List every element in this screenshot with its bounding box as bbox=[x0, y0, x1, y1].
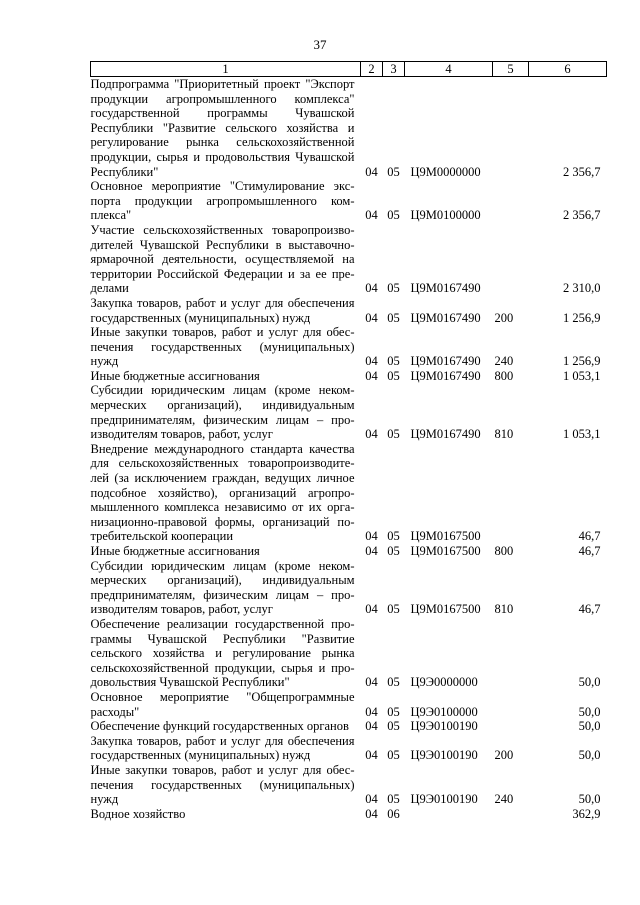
row-subsection: 05 bbox=[387, 310, 400, 325]
row-expense-type bbox=[493, 807, 529, 822]
row-amount: 1 053,1 bbox=[563, 368, 601, 383]
row-section: 04 bbox=[365, 427, 378, 442]
row-section: 04 bbox=[365, 310, 378, 325]
row-section: 04 bbox=[365, 719, 378, 734]
row-target-code: Ц9Э0100190 bbox=[410, 748, 478, 763]
row-target-code: Ц9М0167500 bbox=[410, 544, 481, 558]
row-expense-type: 200 bbox=[494, 748, 514, 763]
row-amount: 50,0 bbox=[578, 792, 601, 807]
row-expense-type: 800 bbox=[494, 368, 514, 383]
row-name: Обеспечение функций государственных органов bbox=[90, 719, 349, 734]
row-target-code: Ц9М0167490 bbox=[410, 354, 481, 369]
row-target-code bbox=[405, 807, 493, 822]
row-amount: 50,0 bbox=[578, 748, 601, 763]
table-row bbox=[91, 77, 607, 180]
header-col-3: 3 bbox=[383, 62, 405, 77]
table-row bbox=[91, 223, 607, 296]
row-section: 04 bbox=[365, 281, 378, 296]
row-name: Иные закупки товаров, работ и услуг для обеспечения государственных (муниципальных) нужд bbox=[90, 762, 355, 807]
table-body bbox=[91, 77, 607, 822]
row-subsection: 05 bbox=[387, 529, 400, 544]
row-expense-type bbox=[493, 690, 529, 719]
table-header bbox=[91, 62, 607, 77]
row-target-code: Ц9Э0000000 bbox=[410, 675, 478, 690]
row-amount: 46,7 bbox=[578, 602, 601, 617]
row-target-code: Ц9М0167490 bbox=[410, 310, 481, 325]
row-expense-type bbox=[493, 617, 529, 690]
row-expense-type: 240 bbox=[494, 354, 514, 369]
row-section: 04 bbox=[365, 354, 378, 369]
row-amount: 1 256,9 bbox=[563, 354, 601, 369]
row-name: Участие сельскохозяйственных товаропроизводителей Чувашской Республики в выставочно-ярмарочной деятельности, осуществляемой на территории Российской Федерации и за ее пределами bbox=[90, 222, 355, 296]
header-col-6: 6 bbox=[529, 62, 607, 77]
row-amount: 362,9 bbox=[572, 806, 601, 821]
row-subsection: 05 bbox=[387, 675, 400, 690]
row-expense-type bbox=[493, 77, 529, 180]
budget-table bbox=[90, 61, 607, 821]
table-row bbox=[91, 544, 607, 559]
row-amount: 50,0 bbox=[578, 719, 601, 734]
header-col-4: 4 bbox=[405, 62, 493, 77]
row-section: 04 bbox=[365, 806, 378, 821]
row-expense-type: 800 bbox=[494, 544, 514, 558]
row-section: 04 bbox=[365, 544, 378, 558]
row-subsection: 05 bbox=[387, 368, 400, 383]
row-subsection: 05 bbox=[387, 748, 400, 763]
row-amount: 46,7 bbox=[578, 544, 601, 558]
row-subsection: 05 bbox=[387, 719, 400, 734]
row-section: 04 bbox=[365, 602, 378, 617]
row-target-code: Ц9М0167490 bbox=[410, 368, 481, 383]
table-row bbox=[91, 296, 607, 325]
row-expense-type: 810 bbox=[494, 602, 514, 617]
row-expense-type bbox=[493, 223, 529, 296]
row-section: 04 bbox=[365, 704, 378, 719]
row-target-code: Ц9М0167500 bbox=[410, 529, 481, 544]
row-subsection: 05 bbox=[387, 704, 400, 719]
row-subsection: 05 bbox=[387, 164, 400, 179]
row-subsection: 05 bbox=[387, 208, 400, 223]
table-row bbox=[91, 369, 607, 384]
row-section: 04 bbox=[365, 529, 378, 544]
table-row bbox=[91, 325, 607, 369]
row-subsection: 05 bbox=[387, 602, 400, 617]
row-expense-type: 200 bbox=[494, 310, 514, 325]
row-target-code: Ц9Э0100190 bbox=[410, 719, 478, 734]
row-section: 04 bbox=[365, 368, 378, 383]
row-name: Подпрограмма "Приоритетный проект "Экспорт продукции агропромышленного комплекса" государственной программы Чувашской Республики "Развитие сельского хозяйства и регулирование рынка сельскохозяйственной продукции, сырья и продовольствия Чувашской Республики" bbox=[90, 77, 355, 179]
row-section: 04 bbox=[365, 748, 378, 763]
row-name: Обеспечение реализации государственной программы Чувашской Республики "Развитие сельского хозяйства и регулирование рынка сельскохозяйственной продукции, сырья и продовольствия Чувашской Республики" bbox=[90, 616, 355, 690]
row-name: Основное мероприятие "Общепрограммные расходы" bbox=[90, 689, 355, 719]
row-target-code: Ц9М0167490 bbox=[410, 427, 481, 442]
row-section: 04 bbox=[365, 164, 378, 179]
row-section: 04 bbox=[365, 675, 378, 690]
row-section: 04 bbox=[365, 792, 378, 807]
table-row bbox=[91, 690, 607, 719]
header-col-1: 1 bbox=[91, 62, 361, 77]
row-name: Субсидии юридическим лицам (кроме некоммерческих организаций), индивидуальным предпринимателям, физическим лицам – производителям товаров, работ, услуг bbox=[90, 558, 355, 617]
row-target-code: Ц9Э0100190 bbox=[410, 792, 478, 807]
table-row bbox=[91, 559, 607, 617]
table-row bbox=[91, 179, 607, 223]
row-subsection: 06 bbox=[387, 806, 400, 821]
row-subsection: 05 bbox=[387, 281, 400, 296]
row-name: Иные закупки товаров, работ и услуг для обеспечения государственных (муниципальных) нужд bbox=[90, 325, 355, 369]
table-row bbox=[91, 807, 607, 822]
table-row bbox=[91, 383, 607, 441]
row-expense-type bbox=[493, 719, 529, 734]
row-name: Иные бюджетные ассигнования bbox=[90, 368, 260, 383]
row-amount: 50,0 bbox=[578, 675, 601, 690]
table-row bbox=[91, 763, 607, 807]
row-target-code: Ц9М0167490 bbox=[410, 281, 481, 296]
table-row bbox=[91, 734, 607, 763]
row-amount: 2 310,0 bbox=[563, 281, 601, 296]
row-amount: 50,0 bbox=[578, 704, 601, 719]
row-name: Субсидии юридическим лицам (кроме некоммерческих организаций), индивидуальным предпринимателям, физическим лицам – производителям товаров, работ, услуг bbox=[90, 383, 355, 442]
row-target-code: Ц9М0167500 bbox=[410, 602, 481, 617]
row-name: Иные бюджетные ассигнования bbox=[90, 544, 260, 558]
row-target-code: Ц9М0100000 bbox=[410, 208, 481, 223]
table-row bbox=[91, 617, 607, 690]
header-col-5: 5 bbox=[493, 62, 529, 77]
row-subsection: 05 bbox=[387, 544, 400, 558]
row-amount: 1 053,1 bbox=[563, 427, 601, 442]
row-amount: 2 356,7 bbox=[563, 208, 601, 223]
row-expense-type bbox=[493, 179, 529, 223]
row-amount: 1 256,9 bbox=[563, 310, 601, 325]
row-name: Основное мероприятие "Стимулирование экспорта продукции агропромышленного комплекса" bbox=[90, 179, 355, 223]
row-subsection: 05 bbox=[387, 792, 400, 807]
row-section: 04 bbox=[365, 208, 378, 223]
row-amount: 46,7 bbox=[578, 529, 601, 544]
row-expense-type: 240 bbox=[494, 792, 514, 807]
table-row bbox=[91, 442, 607, 544]
row-subsection: 05 bbox=[387, 354, 400, 369]
row-target-code: Ц9Э0100000 bbox=[410, 704, 478, 719]
row-name: Закупка товаров, работ и услуг для обеспечения государственных (муниципальных) нужд bbox=[90, 295, 355, 325]
row-target-code: Ц9М0000000 bbox=[410, 164, 481, 179]
row-name: Внедрение международного стандарта качества для сельскохозяйственных товаропроизводителей (за исключением граждан, ведущих личное подсобное хозяйство), организаций агропромышленного комплекса независимо от их организационно-правовой формы, организаций потребительской кооперации bbox=[90, 441, 355, 544]
row-name: Водное хозяйство bbox=[90, 806, 186, 821]
row-expense-type: 810 bbox=[494, 427, 514, 442]
row-subsection: 05 bbox=[387, 427, 400, 442]
table-row bbox=[91, 719, 607, 734]
header-row bbox=[91, 62, 607, 77]
header-col-2: 2 bbox=[361, 62, 383, 77]
row-amount: 2 356,7 bbox=[563, 164, 601, 179]
row-name: Закупка товаров, работ и услуг для обеспечения государственных (муниципальных) нужд bbox=[90, 733, 355, 763]
page-number: 37 bbox=[313, 37, 327, 52]
row-expense-type bbox=[493, 442, 529, 544]
